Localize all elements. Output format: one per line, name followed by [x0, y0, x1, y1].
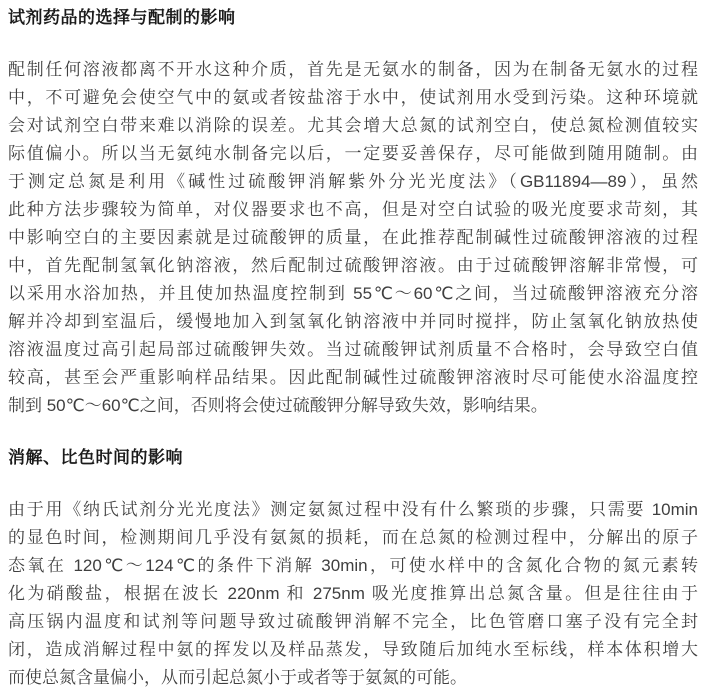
text-line: 中，不可避免会使空气中的氨或者铵盐溶于水中，使试剂用水受到污染。这种环境就: [8, 88, 698, 107]
text-line: 际值偏小。所以当无氨纯水制备完以后，一定要妥善保存，尽可能做到随用随制。由: [8, 144, 698, 163]
text-line: 溶液温度过高引起局部过硫酸钾失效。当过硫酸钾试剂质量不合格时，会导致空白值: [8, 340, 698, 359]
text-line: 中，首先配制氢氧化钠溶液，然后配制过硫酸钾溶液。由于过硫酸钾溶解非常慢，可: [8, 256, 698, 275]
text-line: 此种方法步骤较为简单，对仪器要求也不高，但是对空白试验的吸光度要求苛刻，其: [8, 200, 698, 219]
text-line: 化为硝酸盐，根据在波长 220nm 和 275nm 吸光度推算出总氮含量。但是往往由于: [8, 584, 698, 603]
text-line: 中影响空白的主要因素就是过硫酸钾的质量，在此推荐配制碱性过硫酸钾溶液的过程: [8, 228, 698, 247]
section-heading-digestion: 消解、比色时间的影响: [8, 448, 183, 467]
text-line: 配制任何溶液都离不开水这种介质，首先是无氨水的制备，因为在制备无氨水的过程: [8, 60, 698, 79]
text-line: 由于用《纳氏试剂分光光度法》测定氨氮过程中没有什么繁琐的步骤，只需要 10min: [8, 500, 698, 519]
text-line: 闭，造成消解过程中氨的挥发以及样品蒸发，导致随后加纯水至标线，样本体积增大: [8, 640, 698, 659]
text-line: 会对试剂空白带来难以消除的误差。尤其会增大总氮的试剂空白，使总氮检测值较实: [8, 116, 698, 135]
text-line: 较高，甚至会严重影响样品结果。因此配制碱性过硫酸钾溶液时尽可能使水浴温度控: [8, 368, 698, 387]
text-line: 高压锅内温度和试剂等问题导致过硫酸钾消解不完全，比色管磨口塞子没有完全封: [8, 612, 698, 631]
section-heading-reagent: 试剂药品的选择与配制的影响: [8, 8, 236, 27]
text-line: 而使总氮含量偏小，从而引起总氮小于或者等于氨氮的可能。: [8, 668, 467, 687]
text-line: 制到 50℃～60℃之间，否则将会使过硫酸钾分解导致失效，影响结果。: [8, 396, 548, 415]
text-line: 的显色时间，检测期间几乎没有氨氮的损耗，而在总氮的检测过程中，分解出的原子: [8, 528, 698, 547]
paragraph-reagent: [8, 56, 698, 420]
section-digestion-time: [8, 446, 698, 692]
paragraph-digestion: [8, 496, 698, 692]
text-line: 解并冷却到室温后，缓慢地加入到氢氧化钠溶液中并同时搅拌，防止氢氧化钠放热使: [8, 312, 698, 331]
text-line: 于测定总氮是利用《碱性过硫酸钾消解紫外分光光度法》（GB11894—89），虽然: [8, 172, 698, 191]
text-line: 以采用水浴加热，并且使加热温度控制到 55℃～60℃之间，当过硫酸钾溶液充分溶: [8, 284, 698, 303]
section-reagent-selection: [8, 6, 698, 420]
text-line: 态氧在 120℃～124℃的条件下消解 30min，可使水样中的含氮化合物的氮元素转: [8, 556, 698, 575]
